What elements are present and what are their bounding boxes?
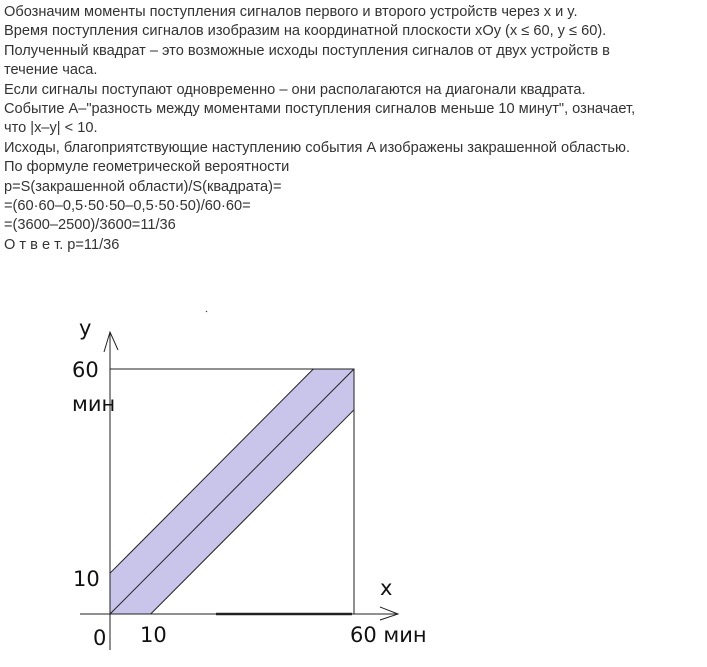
y-axis-label: y xyxy=(79,316,92,340)
y-tick-10: 10 xyxy=(73,567,100,591)
x-tick-10: 10 xyxy=(140,623,167,647)
text-line-10: p=S(закрашенной области)/S(квадрата)= xyxy=(4,178,282,195)
text-line-7: что |x–y| < 10. xyxy=(4,120,98,137)
x-axis-label: x xyxy=(380,576,393,600)
text-line-13: О т в е т. p=11/36 xyxy=(4,236,120,253)
text-line-4: течение часа. xyxy=(4,62,98,79)
y-tick-60-value: 60 xyxy=(72,358,99,382)
text-line-1: Обозначим моменты поступления сигналов первого и второго устройств через x и y. xyxy=(4,4,578,20)
text-line-2: Время поступления сигналов изобразим на координатной плоскости xOy (x ≤ 60, y ≤ 60). xyxy=(4,23,607,40)
text-line-5: Если сигналы поступают одновременно – они располагаются на диагонали квадрата. xyxy=(4,81,586,98)
diagonal-line xyxy=(110,369,354,614)
stray-mark xyxy=(206,311,207,312)
text-line-9: По формуле геометрической вероятности xyxy=(4,159,290,176)
text-line-8: Исходы, благоприятствующие наступлению события A изображены закрашенной областью. xyxy=(4,139,631,156)
x-tick-60: 60 мин xyxy=(350,623,427,647)
y-axis-arrow-icon xyxy=(104,332,118,352)
text-line-11: =(60·60–0,5·50·50–0,5·50·50)/60·60= xyxy=(4,198,251,215)
y-tick-60-unit: мин xyxy=(72,392,116,416)
text-line-3: Полученный квадрат – это возможные исходы поступления сигналов от двух устройств в xyxy=(4,42,610,59)
text-line-12: =(3600–2500)/3600=11/36 xyxy=(4,217,176,234)
origin-label: 0 xyxy=(93,626,107,650)
text-line-6: Событие A–"разность между моментами поступления сигналов меньше 10 минут", означает, xyxy=(4,101,636,118)
